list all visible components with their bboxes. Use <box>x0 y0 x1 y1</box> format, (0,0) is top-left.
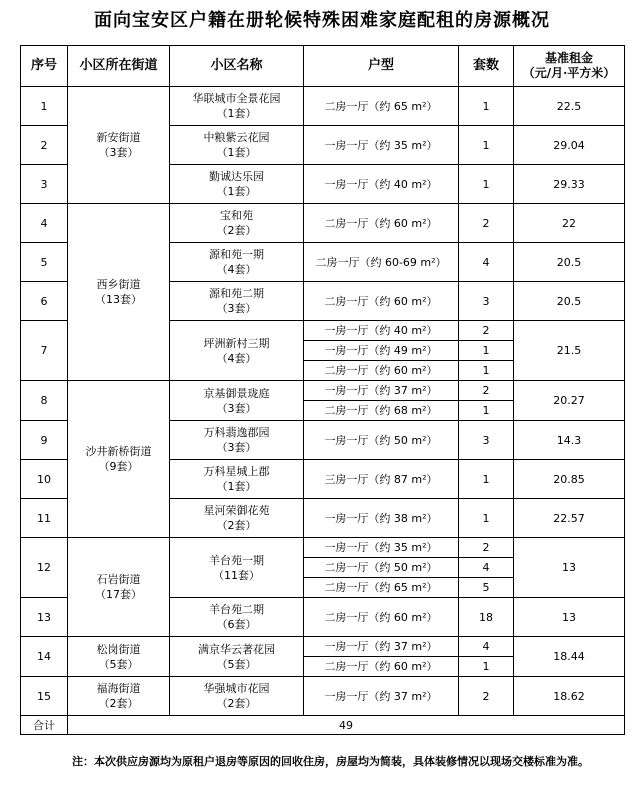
row-number: 10 <box>21 460 68 499</box>
row-number: 13 <box>21 598 68 637</box>
row-number: 6 <box>21 282 68 321</box>
unit-layout: 二房一厅（约 60 m²） <box>304 598 459 637</box>
unit-count: 1 <box>459 657 514 677</box>
unit-count: 2 <box>459 677 514 716</box>
community-count: （2套） <box>216 697 257 710</box>
community-cell <box>170 598 304 637</box>
community-name: 京基御景珑庭 <box>203 386 270 400</box>
street-count: （5套） <box>98 657 139 671</box>
unit-layout: 一房一厅（约 37 m²） <box>304 677 459 716</box>
row-number: 3 <box>21 165 68 204</box>
community-count: （2套） <box>216 224 257 237</box>
unit-layout: 二房一厅（约 68 m²） <box>304 401 459 421</box>
community-count: （3套） <box>216 302 257 315</box>
unit-layout: 二房一厅（约 60-69 m²） <box>304 243 459 282</box>
community-count: （1套） <box>216 107 257 120</box>
community-count: （3套） <box>216 441 257 454</box>
row-number: 7 <box>21 321 68 381</box>
community-count: （1套） <box>216 146 257 159</box>
community-count: （11套） <box>213 568 260 582</box>
community-cell <box>170 126 304 165</box>
unit-count: 1 <box>459 126 514 165</box>
footnote: 注：本次供应房源均为原租户退房等原因的回收住房，房屋均为简装，具体装修情况以现场交楼标准为准。 <box>72 755 589 768</box>
table-row <box>21 381 625 401</box>
unit-count: 1 <box>459 341 514 361</box>
unit-layout: 一房一厅（约 35 m²） <box>304 126 459 165</box>
header-rent-line1: 基准租金 <box>544 51 593 65</box>
unit-layout: 一房一厅（约 37 m²） <box>304 637 459 657</box>
unit-layout: 一房一厅（约 40 m²） <box>304 165 459 204</box>
street-cell <box>68 204 170 381</box>
community-cell <box>170 243 304 282</box>
community-cell <box>170 421 304 460</box>
row-number: 14 <box>21 637 68 677</box>
community-name: 源和苑一期 <box>209 248 264 261</box>
unit-layout: 二房一厅（约 65 m²） <box>304 87 459 126</box>
street-name: 福海街道 <box>96 682 141 695</box>
community-cell <box>170 321 304 381</box>
community-cell <box>170 204 304 243</box>
community-count: （1套） <box>216 480 257 493</box>
rent-value: 20.5 <box>514 282 625 321</box>
unit-layout: 一房一厅（约 49 m²） <box>304 341 459 361</box>
unit-count: 3 <box>459 282 514 321</box>
street-cell <box>68 87 170 204</box>
unit-layout: 一房一厅（约 35 m²） <box>304 538 459 558</box>
community-cell <box>170 165 304 204</box>
community-count: （3套） <box>216 401 257 415</box>
row-number: 5 <box>21 243 68 282</box>
unit-count: 2 <box>459 538 514 558</box>
unit-count: 4 <box>459 558 514 578</box>
street-count: （13套） <box>95 293 142 306</box>
unit-layout: 一房一厅（约 40 m²） <box>304 321 459 341</box>
header-rent-line2: （元/月·平方米） <box>522 66 616 80</box>
street-cell <box>68 381 170 538</box>
unit-count: 5 <box>459 578 514 598</box>
rent-value: 13 <box>514 538 625 598</box>
rent-value: 22 <box>514 204 625 243</box>
header-no: 序号 <box>21 46 68 87</box>
street-name: 西乡街道 <box>96 278 141 291</box>
table-row <box>21 87 625 126</box>
street-count: （9套） <box>98 460 139 473</box>
unit-layout: 一房一厅（约 50 m²） <box>304 421 459 460</box>
community-count: （2套） <box>216 519 257 532</box>
street-count: （3套） <box>98 146 139 159</box>
total-row <box>21 716 625 735</box>
rent-value: 18.62 <box>514 677 625 716</box>
community-name: 羊台苑二期 <box>209 603 264 616</box>
rent-value: 18.44 <box>514 637 625 677</box>
rent-value: 29.33 <box>514 165 625 204</box>
community-name: 源和苑二期 <box>209 287 264 300</box>
page-title: 面向宝安区户籍在册轮候特殊困难家庭配租的房源概况 <box>94 10 550 31</box>
community-name: 勤诚达乐园 <box>209 170 264 183</box>
rent-value: 20.27 <box>514 381 625 421</box>
row-number: 15 <box>21 677 68 716</box>
street-name: 石岩街道 <box>96 573 141 586</box>
community-cell <box>170 499 304 538</box>
community-cell <box>170 282 304 321</box>
table-row <box>21 637 625 657</box>
unit-count: 1 <box>459 361 514 381</box>
unit-layout: 二房一厅（约 60 m²） <box>304 361 459 381</box>
unit-count: 4 <box>459 637 514 657</box>
street-cell <box>68 677 170 716</box>
table-row <box>21 538 625 558</box>
unit-count: 1 <box>459 460 514 499</box>
unit-layout: 三房一厅（约 87 m²） <box>304 460 459 499</box>
unit-layout: 二房一厅（约 50 m²） <box>304 558 459 578</box>
street-cell <box>68 637 170 677</box>
community-name: 万科翡逸郡园 <box>203 426 270 439</box>
header-street: 小区所在街道 <box>68 46 170 87</box>
header-rent <box>514 46 625 87</box>
header-layout: 户型 <box>304 46 459 87</box>
header-row <box>21 46 625 87</box>
street-count: （2套） <box>98 697 139 710</box>
rent-value: 20.85 <box>514 460 625 499</box>
rent-value: 22.57 <box>514 499 625 538</box>
community-cell <box>170 677 304 716</box>
community-name: 中粮紫云花园 <box>203 131 270 144</box>
unit-count: 1 <box>459 165 514 204</box>
community-cell <box>170 538 304 598</box>
row-number: 12 <box>21 538 68 598</box>
table-row <box>21 677 625 716</box>
community-name: 宝和苑 <box>220 209 253 222</box>
unit-layout: 二房一厅（约 65 m²） <box>304 578 459 598</box>
unit-count: 4 <box>459 243 514 282</box>
row-number: 4 <box>21 204 68 243</box>
unit-count: 2 <box>459 321 514 341</box>
community-name: 坪洲新村三期 <box>203 336 270 350</box>
community-count: （4套） <box>216 263 257 276</box>
row-number: 2 <box>21 126 68 165</box>
total-value: 49 <box>68 716 625 735</box>
unit-count: 1 <box>459 499 514 538</box>
unit-count: 18 <box>459 598 514 637</box>
community-count: （1套） <box>216 185 257 198</box>
rent-value: 13 <box>514 598 625 637</box>
rent-value: 21.5 <box>514 321 625 381</box>
total-label: 合计 <box>21 716 68 735</box>
housing-table <box>20 45 625 735</box>
header-count: 套数 <box>459 46 514 87</box>
table-row <box>21 204 625 243</box>
rent-value: 29.04 <box>514 126 625 165</box>
row-number: 8 <box>21 381 68 421</box>
street-count: （17套） <box>95 588 142 601</box>
community-name: 万科星城上郡 <box>203 465 270 478</box>
unit-count: 3 <box>459 421 514 460</box>
rent-value: 22.5 <box>514 87 625 126</box>
unit-count: 1 <box>459 87 514 126</box>
community-cell <box>170 637 304 677</box>
unit-layout: 一房一厅（约 38 m²） <box>304 499 459 538</box>
unit-count: 2 <box>459 381 514 401</box>
unit-layout: 二房一厅（约 60 m²） <box>304 204 459 243</box>
unit-count: 1 <box>459 401 514 421</box>
community-count: （5套） <box>216 657 257 671</box>
community-name: 华强城市花园 <box>203 682 270 695</box>
unit-layout: 一房一厅（约 37 m²） <box>304 381 459 401</box>
community-name: 羊台苑一期 <box>209 553 264 567</box>
unit-layout: 二房一厅（约 60 m²） <box>304 282 459 321</box>
rent-value: 20.5 <box>514 243 625 282</box>
unit-layout: 二房一厅（约 60 m²） <box>304 657 459 677</box>
row-number: 11 <box>21 499 68 538</box>
community-name: 华联城市全景花园 <box>192 92 281 105</box>
street-cell <box>68 538 170 637</box>
row-number: 9 <box>21 421 68 460</box>
community-cell <box>170 460 304 499</box>
unit-count: 2 <box>459 204 514 243</box>
rent-value: 14.3 <box>514 421 625 460</box>
table-body <box>21 87 625 735</box>
header-community: 小区名称 <box>170 46 304 87</box>
street-name: 松岗街道 <box>96 642 141 656</box>
street-name: 沙井新桥街道 <box>85 445 152 458</box>
community-count: （6套） <box>216 618 257 631</box>
community-cell <box>170 381 304 421</box>
community-count: （4套） <box>216 351 257 365</box>
community-name: 星河荣御花苑 <box>203 504 270 517</box>
community-cell <box>170 87 304 126</box>
row-number: 1 <box>21 87 68 126</box>
street-name: 新安街道 <box>96 131 141 144</box>
community-name: 满京华云著花园 <box>198 642 275 656</box>
